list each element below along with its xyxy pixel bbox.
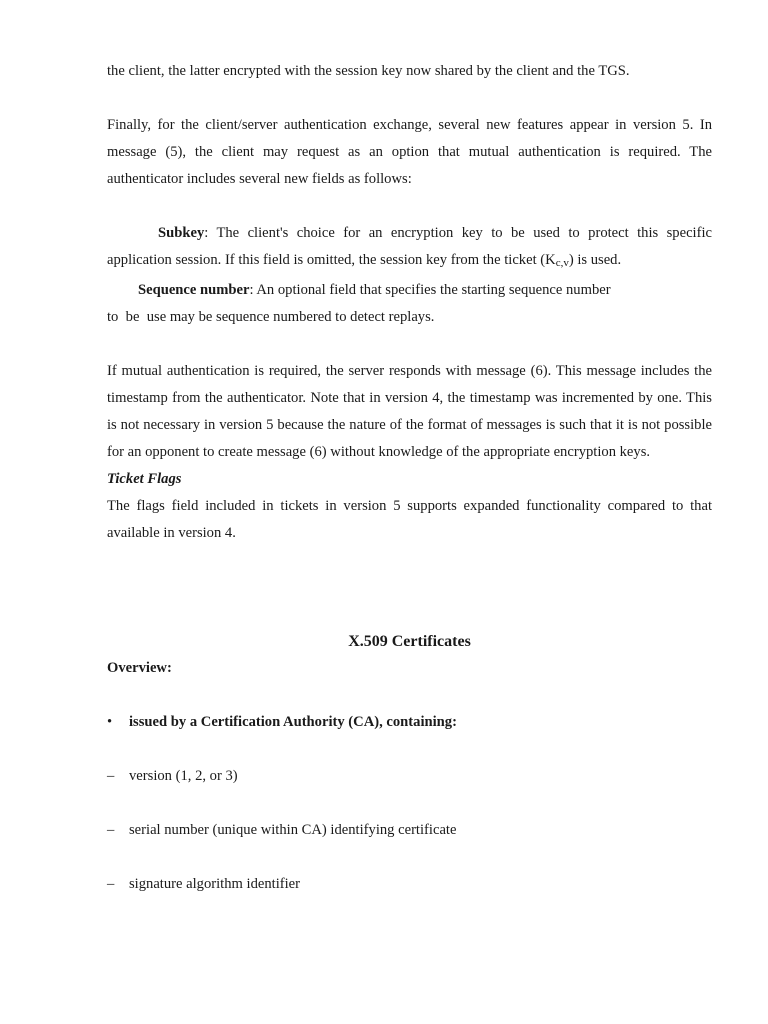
paragraph-client-tgs: the client, the latter encrypted with the session key now shared by the client and the TGS. (107, 63, 630, 79)
list-item-text: serial number (unique within CA) identifying certificate (129, 822, 457, 838)
subkey-subscript: c,v (555, 257, 569, 269)
section-title: X.509 Certificates (348, 633, 471, 650)
dash-icon: – (107, 822, 115, 838)
paragraph-mutual-authentication: If mutual authentication is required, the server responds with message (6). This message includes the timestamp from the authenticator. Note that in version 4, the timestamp was incremented by one. This is not necessary in version 5 because the nature of the format of messages is such that it is not possible for an opponent to create message (6) without knowledge of the appropriate encryption keys. (107, 363, 712, 460)
seqnum-line1 (107, 277, 712, 304)
paragraph-client-server-exchange: Finally, for the client/server authentication exchange, several new features appear in version 5. In message (5), the client may request as an option that mutual authentication is required. The authenticator includes several new fields as follows: (107, 117, 712, 187)
bullet-text: issued by a Certification Authority (CA), containing: (129, 714, 457, 730)
overview-heading: Overview: (107, 660, 172, 676)
seqnum-text: : An optional field that specifies the starting sequence number (249, 282, 611, 298)
ticket-flags-heading: Ticket Flags (107, 471, 182, 487)
dash-icon: – (107, 768, 115, 784)
paragraph-subkey (107, 220, 712, 277)
ticket-flags-text: The flags field included in tickets in version 5 supports expanded functionality compared to that available in version 4. (107, 498, 712, 541)
list-item (107, 817, 712, 844)
seqnum-term: Sequence number (138, 282, 250, 298)
document-page (107, 58, 712, 898)
subkey-term: Subkey (158, 225, 205, 241)
list-item (107, 763, 712, 790)
subkey-text-after: ) is used. (568, 252, 622, 268)
list-item-text: version (1, 2, or 3) (129, 768, 238, 784)
list-item (107, 871, 712, 898)
bullet-item (107, 709, 712, 736)
list-item-text: signature algorithm identifier (129, 876, 301, 892)
paragraph-sequence-number (107, 277, 712, 331)
bullet-icon: • (107, 714, 113, 730)
dash-icon: – (107, 876, 115, 892)
subkey-text-before: : The client's choice for an encryption key to be used to protect this specific application session. If this field is omitted, the session key from the ticket (K (107, 225, 712, 268)
seqnum-line2: to be use may be sequence numbered to detect replays. (107, 309, 435, 325)
